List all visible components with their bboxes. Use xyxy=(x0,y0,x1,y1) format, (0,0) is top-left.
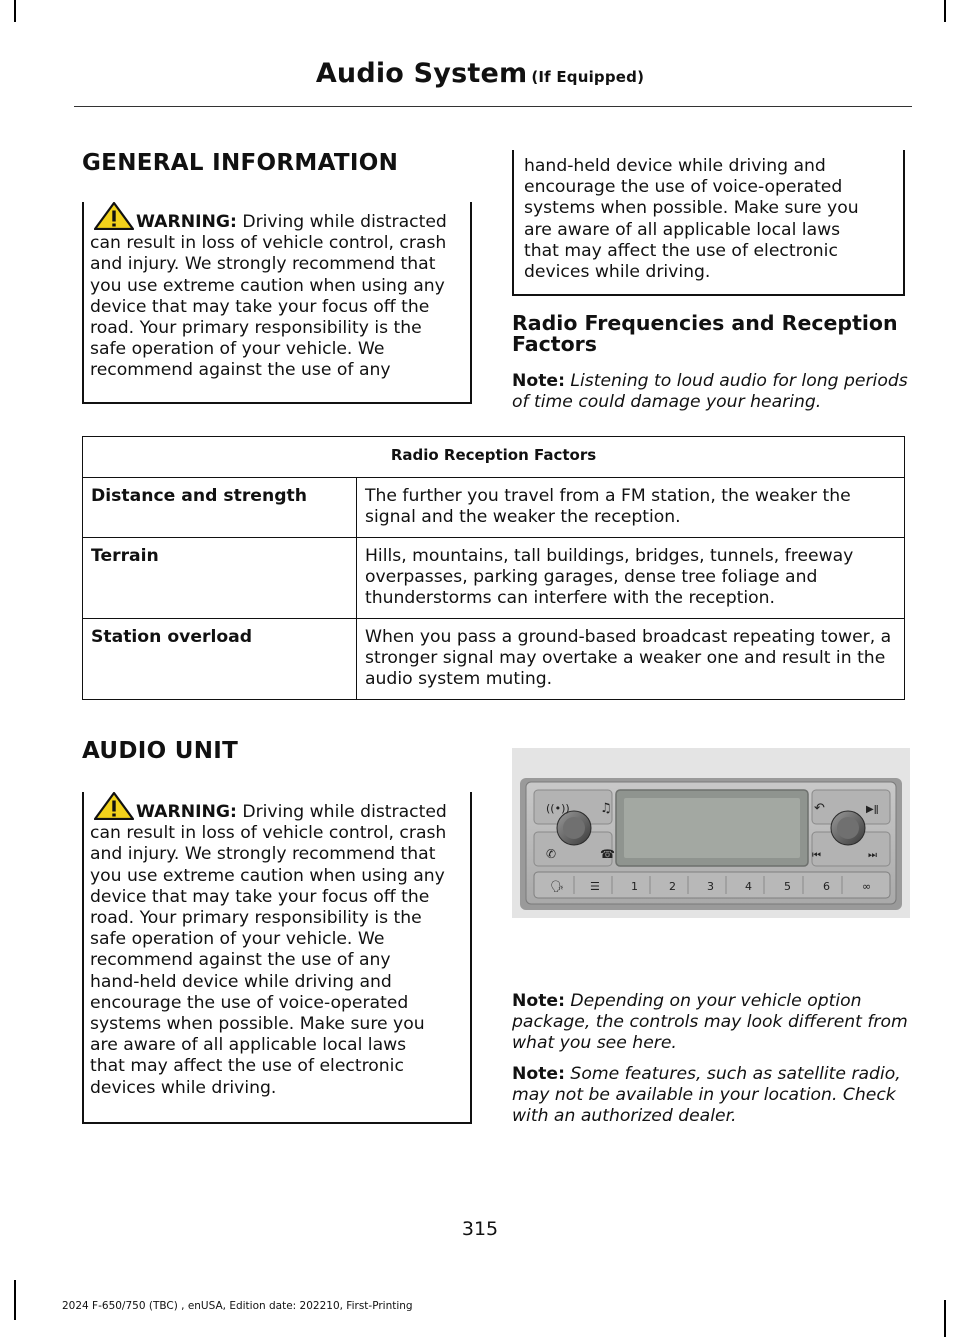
table-row xyxy=(83,619,905,700)
table-cell-description: When you pass a ground-based broadcast repeating tower, a stronger signal may overtake a weaker one and result in the audio system muting. xyxy=(357,619,905,700)
warning-line: systems when possible. Make sure you xyxy=(524,198,859,219)
seek-back-icon: ⏮ xyxy=(812,850,821,861)
warning-line: encourage the use of voice-operated xyxy=(90,992,409,1013)
audio-unit-illustration xyxy=(512,748,910,918)
warning-line: recommend against the use of any xyxy=(90,360,391,381)
phone-hangup-icon: ☎ xyxy=(600,847,615,861)
warning-line: encourage the use of voice-operated xyxy=(524,177,843,198)
header-subtitle: (If Equipped) xyxy=(531,68,645,86)
warning-triangle-icon xyxy=(94,202,134,230)
crop-mark xyxy=(14,1280,16,1320)
note-label: Note: xyxy=(512,1064,565,1084)
footer-edition: 2024 F-650/750 (TBC) , enUSA, Edition date: 202210, First-Printing xyxy=(62,1300,413,1312)
warning-line: recommend against the use of any xyxy=(90,950,391,971)
warning-text: Driving while distracted xyxy=(236,212,447,232)
warning-first-line xyxy=(94,792,464,823)
note-features xyxy=(512,1064,910,1128)
warning-box-general xyxy=(82,202,472,404)
note-label: Note: xyxy=(512,991,565,1011)
table-header-row xyxy=(83,437,905,478)
table-title: Radio Reception Factors xyxy=(83,437,905,478)
warning-label: WARNING: xyxy=(136,802,237,822)
table-cell-factor: Terrain xyxy=(83,538,357,619)
warning-line: safe operation of your vehicle. We xyxy=(90,929,385,950)
warning-triangle-icon xyxy=(94,792,134,820)
subheading-radio-frequencies: Radio Frequencies and Reception Factors xyxy=(512,311,898,356)
note-controls xyxy=(512,991,910,1055)
play-pause-icon: ▶ǁ xyxy=(866,804,879,815)
warning-first-line xyxy=(94,202,464,233)
note-label: Note: xyxy=(512,371,565,391)
warning-line: you use extreme caution when using any xyxy=(90,275,445,296)
warning-box-continued xyxy=(512,150,905,296)
radio-icon: ((•)) xyxy=(546,802,570,815)
radio-reception-table xyxy=(82,436,905,700)
warning-line: devices while driving. xyxy=(90,1077,277,1098)
warning-line: and injury. We strongly recommend that xyxy=(90,254,436,275)
warning-line: road. Your primary responsibility is the xyxy=(90,908,422,929)
warning-line: devices while driving. xyxy=(524,262,711,283)
link-icon: ∞ xyxy=(862,880,872,893)
warning-line: are aware of all applicable local laws xyxy=(90,1035,407,1056)
preset-6[interactable]: 6 xyxy=(823,880,830,893)
preset-1[interactable]: 1 xyxy=(631,880,638,893)
back-icon: ↶ xyxy=(814,801,825,816)
page-number: 315 xyxy=(461,1218,499,1240)
page-header xyxy=(0,58,960,89)
warning-line: can result in loss of vehicle control, crash xyxy=(90,823,447,844)
preset-5[interactable]: 5 xyxy=(784,880,791,893)
preset-3[interactable]: 3 xyxy=(707,880,714,893)
note-hearing xyxy=(512,371,910,413)
table-row xyxy=(83,538,905,619)
crop-mark xyxy=(944,0,946,22)
table-cell-description: Hills, mountains, tall buildings, bridges, tunnels, freeway overpasses, parking garages, dense tree foliage and thunderstorms can interfere with the reception. xyxy=(357,538,905,619)
warning-line: road. Your primary responsibility is the xyxy=(90,318,422,339)
warning-line: and injury. We strongly recommend that xyxy=(90,844,436,865)
warning-line: hand-held device while driving and xyxy=(90,971,392,992)
table-cell-description: The further you travel from a FM station, the weaker the signal and the weaker the reception. xyxy=(357,478,905,538)
music-note-icon: ♫ xyxy=(600,801,612,816)
crop-mark xyxy=(944,1300,946,1337)
table-cell-factor: Distance and strength xyxy=(83,478,357,538)
warning-text: Driving while distracted xyxy=(236,802,447,822)
voice-icon: 🗣 xyxy=(550,880,564,893)
seek-forward-icon: ⏭ xyxy=(868,850,877,861)
warning-box-audio-unit xyxy=(82,792,472,1124)
warning-line: are aware of all applicable local laws xyxy=(524,219,841,240)
warning-line: device that may take your focus off the xyxy=(90,886,430,907)
section-heading-audio-unit: AUDIO UNIT xyxy=(82,738,239,764)
warning-line: hand-held device while driving and xyxy=(524,156,826,176)
note-text: Listening to loud audio for long periods of time could damage your hearing. xyxy=(512,371,908,413)
preset-4[interactable]: 4 xyxy=(745,880,752,893)
table-row xyxy=(83,478,905,538)
settings-sliders-icon: ☰ xyxy=(590,880,600,893)
warning-label: WARNING: xyxy=(136,212,237,232)
section-heading-general: GENERAL INFORMATION xyxy=(82,150,399,176)
table-cell-factor: Station overload xyxy=(83,619,357,700)
note-text: Depending on your vehicle option package, the controls may look different from what you see here. xyxy=(512,991,908,1054)
warning-line: you use extreme caution when using any xyxy=(90,865,445,886)
warning-line: safe operation of your vehicle. We xyxy=(90,339,385,360)
phone-answer-icon: ✆ xyxy=(546,847,557,861)
crop-mark xyxy=(14,0,16,22)
warning-line: can result in loss of vehicle control, crash xyxy=(90,233,447,254)
preset-2[interactable]: 2 xyxy=(669,880,676,893)
header-title: Audio System xyxy=(315,58,528,89)
warning-line: that may affect the use of electronic xyxy=(524,240,838,261)
note-text: Some features, such as satellite radio, may not be available in your location. Check with an authorized dealer. xyxy=(512,1064,901,1127)
header-rule xyxy=(74,106,912,107)
warning-line: that may affect the use of electronic xyxy=(90,1056,404,1077)
warning-line: device that may take your focus off the xyxy=(90,296,430,317)
warning-line: systems when possible. Make sure you xyxy=(90,1014,425,1035)
